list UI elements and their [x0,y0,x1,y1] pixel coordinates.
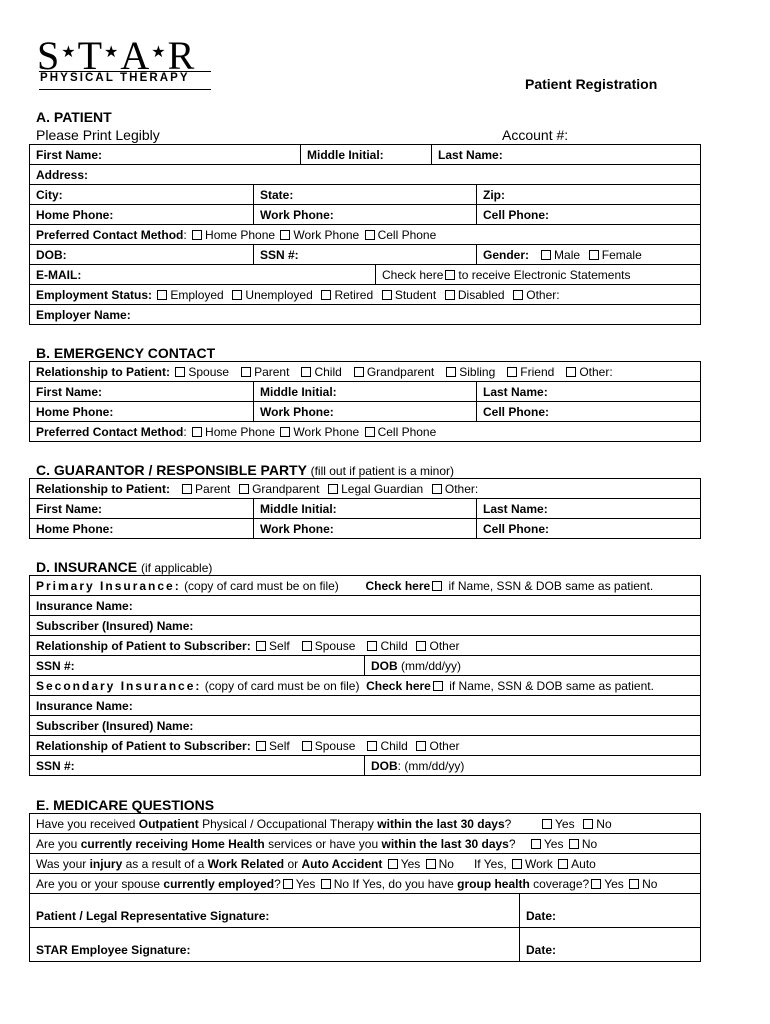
checkbox[interactable] [175,367,185,377]
patient-zip-field[interactable]: Zip: [477,185,701,205]
checkbox[interactable] [629,879,639,889]
account-label: Account #: [502,127,569,143]
checkbox[interactable] [589,250,599,260]
emergency-cell-phone-field[interactable]: Cell Phone: [477,402,701,422]
patient-work-phone-field[interactable]: Work Phone: [254,205,477,225]
medicare-question-3: Was your injury as a result of a Work Related or Auto Accident Yes No If Yes, Work Auto [30,854,701,874]
primary-dob-field[interactable]: DOB (mm/dd/yy) [365,656,701,676]
section-e-title: E. MEDICARE QUESTIONS [36,797,215,813]
guarantor-middle-initial-field[interactable]: Middle Initial: [254,499,477,519]
patient-home-phone-field[interactable]: Home Phone: [30,205,254,225]
checkbox[interactable] [591,879,601,889]
emergency-first-name-field[interactable]: First Name: [30,382,254,402]
primary-subscriber-name-field[interactable]: Subscriber (Insured) Name: [30,616,701,636]
checkbox[interactable] [445,290,455,300]
secondary-ssn-field[interactable]: SSN #: [30,756,365,776]
patient-first-name-field[interactable]: First Name: [30,145,301,165]
page-title: Patient Registration [525,76,658,92]
checkbox[interactable] [280,427,290,437]
guarantor-relationship-row: Relationship to Patient: Parent Grandparent Legal Guardian Other: [30,479,701,499]
employee-signature-field[interactable]: STAR Employee Signature: [30,928,520,962]
checkbox[interactable] [192,427,202,437]
checkbox[interactable] [328,484,338,494]
checkbox[interactable] [416,741,426,751]
print-legibly: Please Print Legibly [36,127,160,143]
checkbox[interactable] [256,641,266,651]
guarantor-last-name-field[interactable]: Last Name: [477,499,701,519]
patient-email-field[interactable]: E-MAIL: [30,265,376,285]
checkbox[interactable] [302,741,312,751]
medicare-question-4: Are you or your spouse currently employed? Yes No If Yes, do you have group health coverage? Yes No [30,874,701,894]
employer-name-field[interactable]: Employer Name: [30,305,701,325]
checkbox[interactable] [280,230,290,240]
logo-rule-bottom [39,89,211,90]
insurance-table [29,575,701,776]
checkbox[interactable] [432,484,442,494]
checkbox[interactable] [566,367,576,377]
checkbox[interactable] [354,367,364,377]
checkbox[interactable] [321,879,331,889]
checkbox[interactable] [182,484,192,494]
employment-status-row: Employment Status: Employed Unemployed Retired Student Disabled Other: [30,285,701,305]
guarantor-home-phone-field[interactable]: Home Phone: [30,519,254,539]
employee-signature-date-field[interactable]: Date: [520,928,701,962]
primary-insurance-header: Primary Insurance: (copy of card must be on file) Check here if Name, SSN & DOB same as patient. [30,576,701,596]
patient-dob-field[interactable]: DOB: [30,245,254,265]
checkbox[interactable] [241,367,251,377]
emergency-middle-initial-field[interactable]: Middle Initial: [254,382,477,402]
electronic-statements-option: Check here to receive Electronic Statements [376,265,701,285]
checkbox[interactable] [239,484,249,494]
primary-insurance-name-field[interactable]: Insurance Name: [30,596,701,616]
checkbox[interactable] [569,839,579,849]
emergency-home-phone-field[interactable]: Home Phone: [30,402,254,422]
checkbox[interactable] [365,230,375,240]
emergency-contact-table [29,361,701,442]
checkbox[interactable] [446,367,456,377]
checkbox[interactable] [382,290,392,300]
patient-cell-phone-field[interactable]: Cell Phone: [477,205,701,225]
checkbox[interactable] [367,641,377,651]
checkbox[interactable] [432,581,442,591]
checkbox[interactable] [433,681,443,691]
checkbox[interactable] [507,367,517,377]
section-a-title: A. PATIENT [36,109,112,125]
guarantor-table [29,478,701,539]
medicare-question-1: Have you received Outpatient Physical / Occupational Therapy within the last 30 days? Yes No [30,814,701,834]
checkbox[interactable] [542,819,552,829]
emergency-work-phone-field[interactable]: Work Phone: [254,402,477,422]
emergency-last-name-field[interactable]: Last Name: [477,382,701,402]
patient-state-field[interactable]: State: [254,185,477,205]
patient-ssn-field[interactable]: SSN #: [254,245,477,265]
checkbox[interactable] [541,250,551,260]
checkbox[interactable] [192,230,202,240]
patient-signature-date-field[interactable]: Date: [520,894,701,928]
checkbox[interactable] [256,741,266,751]
checkbox[interactable] [426,859,436,869]
checkbox[interactable] [283,879,293,889]
checkbox[interactable] [157,290,167,300]
star-logo [37,34,213,92]
patient-contact-method-row: Preferred Contact Method: Home Phone Work Phone Cell Phone [30,225,701,245]
patient-gender-field: Gender: Male Female [477,245,701,265]
emergency-contact-method-row: Preferred Contact Method: Home Phone Work Phone Cell Phone [30,422,701,442]
checkbox[interactable] [388,859,398,869]
logo-wordmark: S★T★A★R [37,33,196,78]
secondary-insurance-name-field[interactable]: Insurance Name: [30,696,701,716]
secondary-relationship-row: Relationship of Patient to Subscriber: Self Spouse Child Other [30,736,701,756]
section-d-title: D. INSURANCE (if applicable) [36,559,213,575]
patient-signature-field[interactable]: Patient / Legal Representative Signature: [30,894,520,928]
secondary-dob-field[interactable]: DOB: (mm/dd/yy) [365,756,701,776]
patient-address-field[interactable]: Address: [30,165,701,185]
checkbox[interactable] [365,427,375,437]
section-c-title: C. GUARANTOR / RESPONSIBLE PARTY (fill out if patient is a minor) [36,462,454,478]
secondary-subscriber-name-field[interactable]: Subscriber (Insured) Name: [30,716,701,736]
checkbox[interactable] [583,819,593,829]
checkbox[interactable] [513,290,523,300]
medicare-question-2: Are you currently receiving Home Health services or have you within the last 30 days? Yes No [30,834,701,854]
guarantor-work-phone-field[interactable]: Work Phone: [254,519,477,539]
checkbox[interactable] [558,859,568,869]
medicare-table [29,813,701,962]
checkbox[interactable] [232,290,242,300]
secondary-insurance-header: Secondary Insurance: (copy of card must be on file) Check here if Name, SSN & DOB same as patient. [30,676,701,696]
guarantor-first-name-field[interactable]: First Name: [30,499,254,519]
checkbox[interactable] [531,839,541,849]
emergency-relationship-row: Relationship to Patient: Spouse Parent Child Grandparent Sibling Friend Other: [30,362,701,382]
logo-subtitle: PHYSICAL THERAPY [40,72,190,84]
primary-relationship-row: Relationship of Patient to Subscriber: Self Spouse Child Other [30,636,701,656]
checkbox[interactable] [321,290,331,300]
primary-ssn-field[interactable]: SSN #: [30,656,365,676]
section-b-title: B. EMERGENCY CONTACT [36,345,216,361]
patient-city-field[interactable]: City: [30,185,254,205]
patient-middle-initial-field[interactable]: Middle Initial: [301,145,432,165]
patient-table [29,144,701,325]
patient-last-name-field[interactable]: Last Name: [432,145,701,165]
guarantor-cell-phone-field[interactable]: Cell Phone: [477,519,701,539]
checkbox[interactable] [445,270,455,280]
checkbox[interactable] [301,367,311,377]
checkbox[interactable] [512,859,522,869]
checkbox[interactable] [367,741,377,751]
checkbox[interactable] [416,641,426,651]
checkbox[interactable] [302,641,312,651]
